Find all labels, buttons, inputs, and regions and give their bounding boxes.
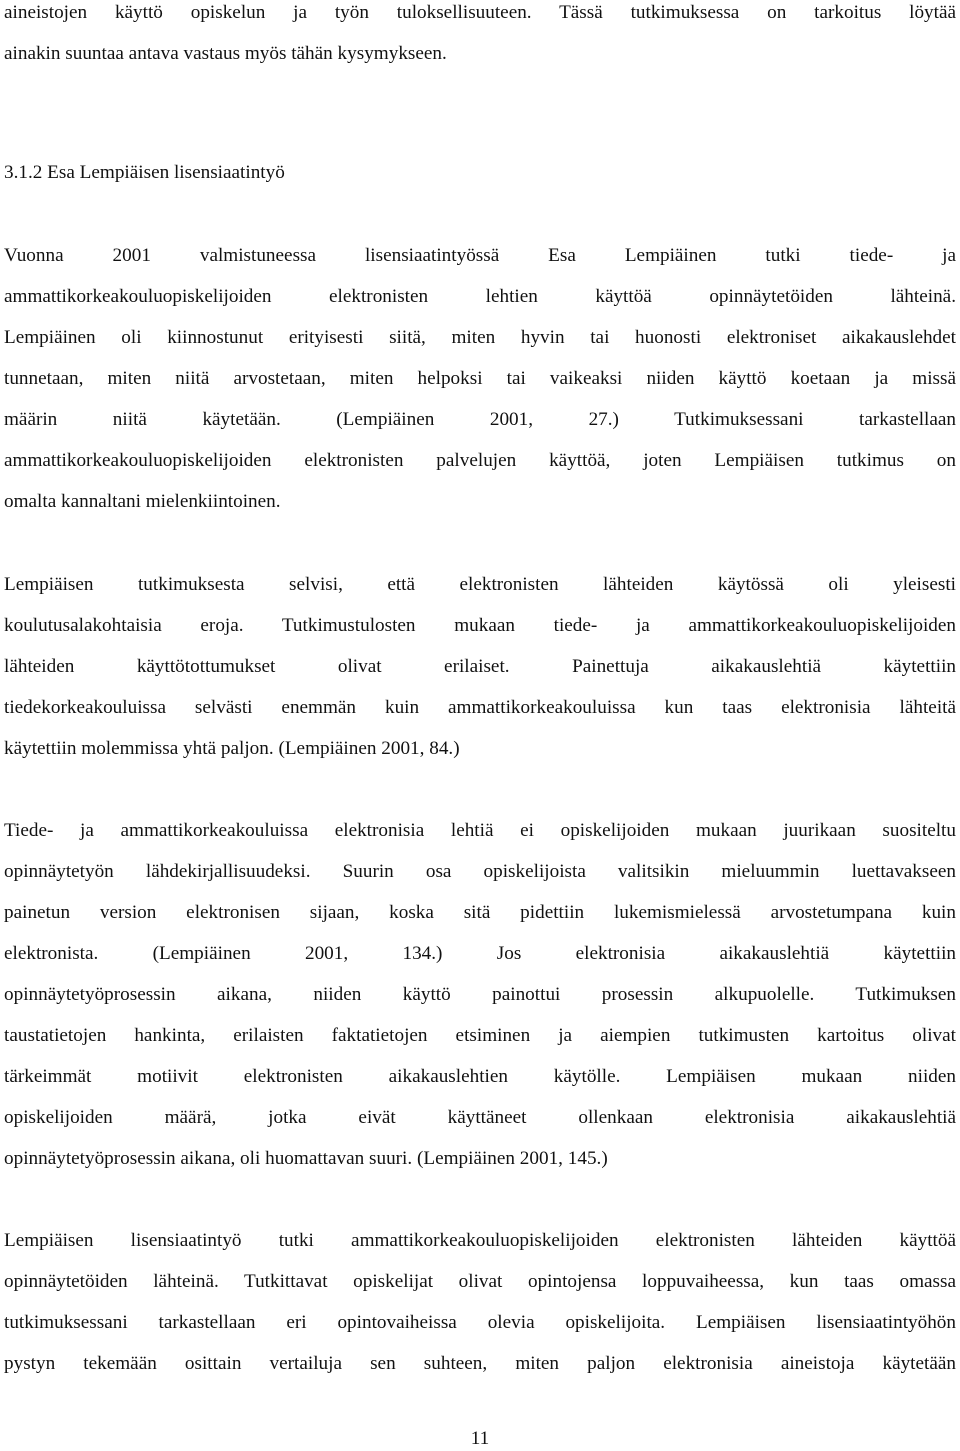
- paragraph-line: opinnäytetöiden lähteinä. Tutkittavat opiskelijat olivat opintojensa loppuvaiheessa, kun taas omassa: [4, 1271, 956, 1292]
- paragraph-line: opinnäytetyöprosessin aikana, oli huomattavan suuri. (Lempiäinen 2001, 145.): [4, 1148, 608, 1169]
- paragraph-line: pystyn tekemään osittain vertailuja sen suhteen, miten paljon elektronisia aineistoja käytetään: [4, 1353, 956, 1374]
- paragraph-line: ammattikorkeakouluopiskelijoiden elektronisten palvelujen käyttöä, joten Lempiäisen tutkimus on: [4, 450, 956, 471]
- intro-line: aineistojen käyttö opiskelun ja työn tuloksellisuuteen. Tässä tutkimuksessa on tarkoitus löytää: [4, 2, 956, 23]
- paragraph-line: opinnäytetyöprosessin aikana, niiden käyttö painottui prosessin alkupuolelle. Tutkimuksen: [4, 984, 956, 1005]
- paragraph-line: taustatietojen hankinta, erilaisten faktatietojen etsiminen ja aiempien tutkimusten kartoitus olivat: [4, 1025, 956, 1046]
- paragraph-line: määrin niitä käytetään. (Lempiäinen 2001, 27.) Tutkimuksessani tarkastellaan: [4, 409, 956, 430]
- paragraph-line: opiskelijoiden määrä, jotka eivät käyttäneet ollenkaan elektronisia aikakauslehtiä: [4, 1107, 956, 1128]
- paragraph-line: tärkeimmät motiivit elektronisten aikakauslehtien käytölle. Lempiäisen mukaan niiden: [4, 1066, 956, 1087]
- paragraph-line: Tiede- ja ammattikorkeakouluissa elektronisia lehtiä ei opiskelijoiden mukaan juurikaan suositeltu: [4, 820, 956, 841]
- section-heading: 3.1.2 Esa Lempiäisen lisensiaatintyö: [4, 162, 285, 183]
- paragraph-line: tutkimuksessani tarkastellaan eri opintovaiheissa olevia opiskelijoita. Lempiäisen lisensiaatintyöhön: [4, 1312, 956, 1333]
- paragraph-line: Lempiäisen lisensiaatintyö tutki ammattikorkeakouluopiskelijoiden elektronisten lähteiden käyttöä: [4, 1230, 956, 1251]
- page-number: 11: [470, 1428, 490, 1449]
- paragraph-line: lähteiden käyttötottumukset olivat erilaiset. Painettuja aikakauslehtiä käytettiin: [4, 656, 956, 677]
- paragraph-line: Lempiäinen oli kiinnostunut erityisesti siitä, miten hyvin tai huonosti elektroniset aikakauslehdet: [4, 327, 956, 348]
- paragraph-line: Lempiäisen tutkimuksesta selvisi, että elektronisten lähteiden käytössä oli yleisesti: [4, 574, 956, 595]
- paragraph-line: koulutusalakohtaisia eroja. Tutkimustulosten mukaan tiede- ja ammattikorkeakouluopiskelijoiden: [4, 615, 956, 636]
- paragraph-line: käytettiin molemmissa yhtä paljon. (Lempiäinen 2001, 84.): [4, 738, 460, 759]
- paragraph-line: omalta kannaltani mielenkiintoinen.: [4, 491, 281, 512]
- intro-line: ainakin suuntaa antava vastaus myös tähän kysymykseen.: [4, 43, 447, 64]
- paragraph-line: elektronista. (Lempiäinen 2001, 134.) Jos elektronisia aikakauslehtiä käytettiin: [4, 943, 956, 964]
- paragraph-line: tiedekorkeakouluissa selvästi enemmän kuin ammattikorkeakouluissa kun taas elektronisia lähteitä: [4, 697, 956, 718]
- paragraph-line: ammattikorkeakouluopiskelijoiden elektronisten lehtien käyttöä opinnäytetöiden lähteinä.: [4, 286, 956, 307]
- paragraph-line: tunnetaan, miten niitä arvostetaan, miten helpoksi tai vaikeaksi niiden käyttö koetaan ja missä: [4, 368, 956, 389]
- paragraph-line: painetun version elektronisen sijaan, koska sitä pidettiin lukemismielessä arvostetumpana kuin: [4, 902, 956, 923]
- paragraph-line: opinnäytetyön lähdekirjallisuudeksi. Suurin osa opiskelijoista valitsikin mieluummin luettavakseen: [4, 861, 956, 882]
- paragraph-line: Vuonna 2001 valmistuneessa lisensiaatintyössä Esa Lempiäinen tutki tiede- ja: [4, 245, 956, 266]
